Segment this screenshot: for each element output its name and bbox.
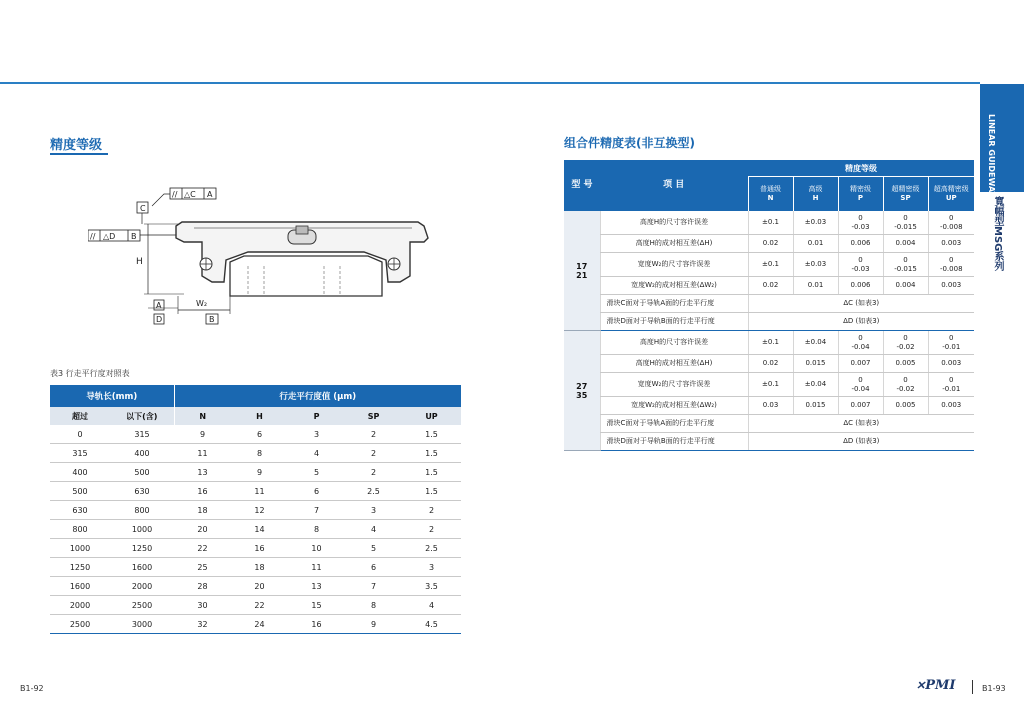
table-cell: 30 (174, 596, 231, 615)
table-cell: 5 (345, 539, 402, 558)
t4-value-cell: ±0.03 (793, 211, 838, 235)
table-cell: 4 (402, 596, 461, 615)
t4-item-cell: 滑块D面对于导轨B面的行走平行度 (600, 433, 748, 451)
t4-value-cell: 0 -0.02 (883, 373, 928, 397)
table-row (50, 444, 461, 463)
t4-item-cell: 宽度W₂的尺寸容许误差 (600, 253, 748, 277)
fc-top-symbol: // (172, 190, 178, 199)
fc-left-delta: △D (103, 232, 116, 241)
table-cell: 2.5 (345, 482, 402, 501)
t4-value-cell: 0.005 (883, 355, 928, 373)
table-cell: 4.5 (402, 615, 461, 634)
table3-running-parallelism (50, 385, 461, 634)
table-cell: 1250 (50, 558, 110, 577)
table-row (50, 615, 461, 634)
t3-header-rail: 导轨长(mm) (50, 385, 174, 407)
table-cell: 3.5 (402, 577, 461, 596)
t4-span-cell: ΔC (如表3) (748, 415, 974, 433)
datum-a (154, 300, 164, 310)
table-cell: 6 (231, 425, 288, 444)
t4-model-cell: 27 35 (564, 331, 600, 451)
t4-grade-header: 超高精密级 UP (928, 177, 974, 212)
table-cell: 2.5 (402, 539, 461, 558)
bolt-left (200, 258, 212, 270)
t4-item-cell: 滑块D面对于导轨B面的行走平行度 (600, 313, 748, 331)
side-series-title: 寬幅型MSG系列 (992, 196, 1003, 272)
table-cell: 400 (50, 463, 110, 482)
t4-value-cell: 0.006 (838, 277, 883, 295)
table-cell: 7 (345, 577, 402, 596)
table-cell: 630 (50, 501, 110, 520)
table-cell: 1.5 (402, 444, 461, 463)
svg-text:A: A (156, 301, 162, 310)
table-cell: 14 (231, 520, 288, 539)
t4-value-cell: 0.01 (793, 235, 838, 253)
table-cell: 0 (50, 425, 110, 444)
table-cell: 13 (174, 463, 231, 482)
t4-value-cell: 0.01 (793, 277, 838, 295)
table-cell: 500 (110, 463, 174, 482)
t4-value-cell: 0.003 (928, 235, 974, 253)
table-row (50, 425, 461, 444)
table-cell: 2 (345, 425, 402, 444)
section-title-assembly: 组合件精度表(非互换型) (564, 136, 695, 150)
t4-value-cell: 0.006 (838, 235, 883, 253)
t4-grade-header: 超精密级 SP (883, 177, 928, 212)
table-cell: 2 (402, 520, 461, 539)
table-cell: 10 (288, 539, 345, 558)
t4-header-model: 型 号 (564, 160, 600, 211)
t4-value-cell: 0.007 (838, 397, 883, 415)
label-h: H (136, 257, 143, 267)
section-title-underline (50, 153, 108, 155)
table-row (564, 295, 974, 313)
section-title-accuracy: 精度等级 (50, 138, 103, 153)
page-number-left: B1-92 (20, 684, 44, 693)
t4-value-cell: 0.015 (793, 355, 838, 373)
t4-value-cell: 0 -0.04 (838, 331, 883, 355)
table-cell: 24 (231, 615, 288, 634)
t4-item-cell: 高度H的尺寸容许误差 (600, 331, 748, 355)
fc-top-delta: △C (184, 190, 196, 199)
svg-text:B: B (209, 315, 215, 324)
table-row (50, 463, 461, 482)
t4-value-cell: 0 -0.03 (838, 211, 883, 235)
t4-value-cell: 0.003 (928, 277, 974, 295)
table-cell: 3000 (110, 615, 174, 634)
t4-value-cell: 0.02 (748, 277, 793, 295)
table-cell: 20 (231, 577, 288, 596)
table-cell: 1600 (110, 558, 174, 577)
t4-value-cell: 0 -0.015 (883, 253, 928, 277)
table-cell: 32 (174, 615, 231, 634)
t4-header-item: 项 目 (600, 160, 748, 211)
t4-value-cell: 0 -0.015 (883, 211, 928, 235)
t3-sub-up: UP (402, 407, 461, 425)
table-cell: 25 (174, 558, 231, 577)
table-cell: 1000 (50, 539, 110, 558)
t4-grade-header: 普通级 N (748, 177, 793, 212)
t3-sub-n: N (174, 407, 231, 425)
table-cell: 800 (110, 501, 174, 520)
t4-value-cell: 0 -0.03 (838, 253, 883, 277)
table-cell: 315 (50, 444, 110, 463)
table-cell: 4 (345, 520, 402, 539)
t3-sub-p: P (288, 407, 345, 425)
table-cell: 16 (288, 615, 345, 634)
t3-sub-h: H (231, 407, 288, 425)
datum-d (154, 314, 164, 324)
fc-frame-top (152, 188, 216, 206)
table-cell: 9 (231, 463, 288, 482)
table-row (564, 277, 974, 295)
table-row (564, 355, 974, 373)
table-row (564, 235, 974, 253)
fc-top-datum: A (207, 190, 213, 199)
t4-item-cell: 滑块C面对于导轨A面的行走平行度 (600, 295, 748, 313)
t4-value-cell: ±0.1 (748, 331, 793, 355)
table-cell: 28 (174, 577, 231, 596)
t4-value-cell: 0.02 (748, 355, 793, 373)
t4-item-cell: 宽度W₂的成对相互差(ΔW₂) (600, 277, 748, 295)
t4-model-cell: 17 21 (564, 211, 600, 331)
bolt-right (388, 258, 400, 270)
t4-grade-header: 精密级 P (838, 177, 883, 212)
svg-text:D: D (156, 315, 163, 324)
t4-item-cell: 宽度W₂的尺寸容许误差 (600, 373, 748, 397)
footer-separator (972, 680, 973, 694)
rail-outline (230, 256, 382, 296)
table-cell: 2 (345, 463, 402, 482)
table-row (50, 596, 461, 615)
label-c-box (137, 202, 148, 224)
t4-header-grade: 精度等级 (748, 160, 974, 177)
t4-item-cell: 滑块C面对于导轨A面的行走平行度 (600, 415, 748, 433)
table-row (50, 501, 461, 520)
t3-sub-from: 超过 (50, 407, 110, 425)
table-cell: 5 (288, 463, 345, 482)
t3-sub-sp: SP (345, 407, 402, 425)
table-cell: 2 (402, 501, 461, 520)
table-cell: 9 (174, 425, 231, 444)
table-cell: 800 (50, 520, 110, 539)
t4-value-cell: 0.007 (838, 355, 883, 373)
t4-value-cell: 0.003 (928, 355, 974, 373)
t4-value-cell: 0.004 (883, 277, 928, 295)
t4-value-cell: ±0.1 (748, 211, 793, 235)
table-cell: 3 (402, 558, 461, 577)
t4-value-cell: 0.003 (928, 397, 974, 415)
table-cell: 4 (288, 444, 345, 463)
table-row (564, 331, 974, 355)
t4-value-cell: 0.03 (748, 397, 793, 415)
label-w2: W₂ (196, 299, 208, 308)
pmi-logo: ✕PMI (916, 678, 956, 693)
t4-item-cell: 高度H的尺寸容许误差 (600, 211, 748, 235)
fc-left-datum: B (131, 232, 137, 241)
t3-sub-to: 以下(含) (110, 407, 174, 425)
table-row (564, 373, 974, 397)
t4-item-cell: 高度H的成对相互差(ΔH) (600, 355, 748, 373)
table-cell: 20 (174, 520, 231, 539)
t3-header-values: 行走平行度值 (μm) (174, 385, 461, 407)
t4-item-cell: 高度H的成对相互差(ΔH) (600, 235, 748, 253)
table-row (564, 253, 974, 277)
top-rule (0, 82, 980, 84)
table-row (50, 539, 461, 558)
table-cell: 6 (288, 482, 345, 501)
table-cell: 1000 (110, 520, 174, 539)
table-cell: 18 (174, 501, 231, 520)
table-row (564, 433, 974, 451)
table-cell: 1.5 (402, 463, 461, 482)
table-row (50, 577, 461, 596)
table-cell: 15 (288, 596, 345, 615)
fc-frame-left (88, 230, 178, 241)
t4-span-cell: ΔD (如表3) (748, 433, 974, 451)
table-cell: 8 (345, 596, 402, 615)
table-cell: 3 (345, 501, 402, 520)
table-cell: 2500 (50, 615, 110, 634)
table-cell: 8 (231, 444, 288, 463)
table-cell: 18 (231, 558, 288, 577)
table-cell: 6 (345, 558, 402, 577)
table3-caption: 表3 行走平行度对照表 (50, 369, 130, 378)
table-cell: 11 (288, 558, 345, 577)
table-row (564, 415, 974, 433)
table-cell: 2000 (110, 577, 174, 596)
table-cell: 8 (288, 520, 345, 539)
t4-value-cell: ±0.1 (748, 253, 793, 277)
table-cell: 1.5 (402, 425, 461, 444)
table-cell: 16 (174, 482, 231, 501)
table-cell: 16 (231, 539, 288, 558)
table-cell: 315 (110, 425, 174, 444)
table-cell: 1250 (110, 539, 174, 558)
t4-value-cell: 0 -0.008 (928, 253, 974, 277)
t4-value-cell: ±0.04 (793, 373, 838, 397)
page-number-right: B1-93 (982, 684, 1006, 693)
t4-span-cell: ΔD (如表3) (748, 313, 974, 331)
table-cell: 11 (231, 482, 288, 501)
table-row (564, 313, 974, 331)
table-row (50, 558, 461, 577)
table-cell: 2 (345, 444, 402, 463)
table-row (564, 211, 974, 235)
table-row (564, 397, 974, 415)
table-cell: 22 (231, 596, 288, 615)
t4-value-cell: ±0.03 (793, 253, 838, 277)
t4-value-cell: ±0.1 (748, 373, 793, 397)
table-cell: 2500 (110, 596, 174, 615)
table-cell: 7 (288, 501, 345, 520)
datum-b (206, 314, 218, 324)
table-cell: 9 (345, 615, 402, 634)
table-cell: 1600 (50, 577, 110, 596)
t4-value-cell: 0.004 (883, 235, 928, 253)
t4-span-cell: ΔC (如表3) (748, 295, 974, 313)
table-cell: 400 (110, 444, 174, 463)
table-cell: 630 (110, 482, 174, 501)
table-cell: 2000 (50, 596, 110, 615)
t4-grade-header: 高级 H (793, 177, 838, 212)
table-cell: 3 (288, 425, 345, 444)
svg-text:C: C (140, 204, 146, 213)
t4-value-cell: 0 -0.02 (883, 331, 928, 355)
table-cell: 11 (174, 444, 231, 463)
table-row (50, 482, 461, 501)
table-cell: 13 (288, 577, 345, 596)
table-cell: 500 (50, 482, 110, 501)
t4-value-cell: 0.015 (793, 397, 838, 415)
t4-value-cell: 0.02 (748, 235, 793, 253)
table-cell: 12 (231, 501, 288, 520)
table-assembly-accuracy (564, 160, 974, 451)
t4-value-cell: 0 -0.008 (928, 211, 974, 235)
t4-value-cell: 0.005 (883, 397, 928, 415)
side-tab-text: LINEAR GUIDEWAY (987, 114, 996, 198)
t4-value-cell: 0 -0.04 (838, 373, 883, 397)
block-diagram (88, 186, 448, 336)
t4-value-cell: 0 -0.01 (928, 373, 974, 397)
fc-left-symbol: // (90, 232, 96, 241)
t4-value-cell: ±0.04 (793, 331, 838, 355)
table-row (50, 520, 461, 539)
t4-item-cell: 宽度W₂的成对相互差(ΔW₂) (600, 397, 748, 415)
table-cell: 22 (174, 539, 231, 558)
table-cell: 1.5 (402, 482, 461, 501)
t4-value-cell: 0 -0.01 (928, 331, 974, 355)
